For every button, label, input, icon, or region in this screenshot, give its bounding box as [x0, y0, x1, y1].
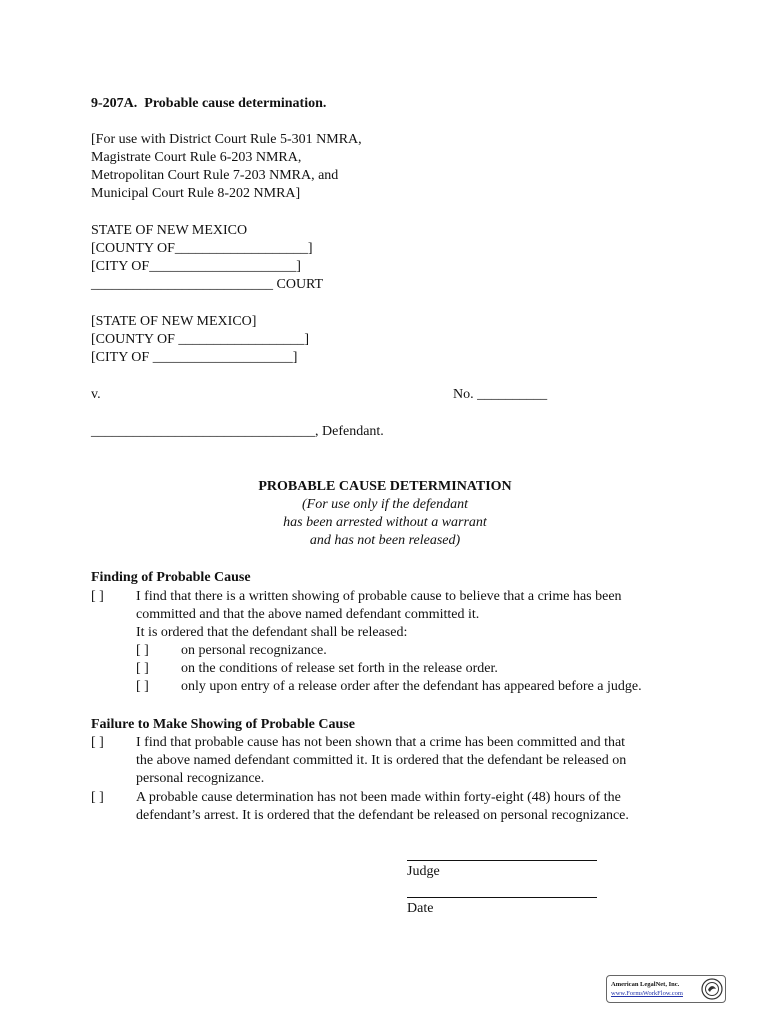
court-name-blank: __________________________ COURT — [91, 277, 324, 292]
release-option-checkbox[interactable]: [ ] — [136, 679, 149, 694]
date-label: Date — [407, 901, 434, 916]
rules-line: Magistrate Court Rule 6-203 NMRA, — [91, 150, 302, 165]
plaintiff-county-blank: [COUNTY OF __________________] — [91, 332, 310, 347]
subtitle-line: has been arrested without a warrant — [283, 515, 487, 530]
release-option-checkbox[interactable]: [ ] — [136, 661, 149, 676]
rules-line: Metropolitan Court Rule 7-203 NMRA, and — [91, 168, 339, 183]
judge-signature-line[interactable] — [407, 860, 597, 861]
finding-text: It is ordered that the defendant shall be released: — [136, 625, 408, 640]
county-blank: [COUNTY OF___________________] — [91, 241, 313, 256]
release-option-label: on personal recognizance. — [181, 643, 327, 658]
subtitle-line: (For use only if the defendant — [301, 497, 469, 512]
plaintiff-line: [STATE OF NEW MEXICO] — [91, 314, 257, 329]
failure-text: defendant’s arrest. It is ordered that the defendant be released on personal recognizance. — [136, 808, 629, 823]
versus-label: v. — [91, 387, 101, 402]
footer-logo — [606, 975, 726, 1003]
case-number-field[interactable]: No. __________ — [453, 387, 548, 402]
rules-line: [For use with District Court Rule 5-301 NMRA, — [91, 132, 362, 147]
failure-checkbox[interactable]: [ ] — [91, 735, 104, 750]
defendant-line[interactable]: ________________________________, Defendant. — [91, 424, 384, 439]
failure-text: the above named defendant committed it. It is ordered that the defendant be released on — [136, 753, 627, 768]
release-option-label: on the conditions of release set forth in the release order. — [181, 661, 498, 676]
release-option-checkbox[interactable]: [ ] — [136, 643, 149, 658]
logo-company-name: American LegalNet, Inc. — [611, 981, 680, 988]
failure-text: A probable cause determination has not been made within forty-eight (48) hours of the — [136, 790, 621, 805]
subtitle-line: and has not been released) — [309, 533, 461, 548]
seal-icon — [701, 978, 723, 1000]
city-blank: [CITY OF_____________________] — [91, 259, 301, 274]
form-heading: 9-207A. Probable cause determination. — [91, 96, 327, 111]
failure-checkbox[interactable]: [ ] — [91, 790, 104, 805]
date-line[interactable] — [407, 897, 597, 898]
finding-text: I find that there is a written showing of probable cause to believe that a crime has been — [136, 589, 622, 604]
failure-text: I find that probable cause has not been shown that a crime has been committed and that — [136, 735, 626, 750]
failure-heading: Failure to Make Showing of Probable Cause — [91, 717, 355, 732]
logo-website-link[interactable]: www.FormsWorkFlow.com — [611, 990, 683, 997]
failure-text: personal recognizance. — [136, 771, 265, 786]
release-option-label: only upon entry of a release order after the defendant has appeared before a judge. — [181, 679, 642, 694]
judge-label: Judge — [407, 864, 440, 879]
court-line: STATE OF NEW MEXICO — [91, 223, 248, 238]
plaintiff-city-blank: [CITY OF ____________________] — [91, 350, 298, 365]
finding-heading: Finding of Probable Cause — [91, 570, 251, 585]
finding-text: committed and that the above named defendant committed it. — [136, 607, 480, 622]
document-title: PROBABLE CAUSE DETERMINATION — [258, 479, 512, 494]
finding-checkbox[interactable]: [ ] — [91, 589, 104, 604]
rules-line: Municipal Court Rule 8-202 NMRA] — [91, 186, 301, 201]
